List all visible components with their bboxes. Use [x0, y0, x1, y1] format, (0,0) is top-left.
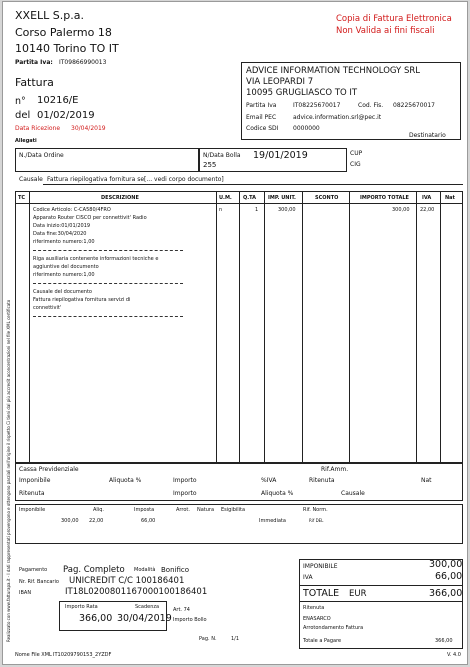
col-divider — [264, 191, 265, 463]
riep-aliq: 22,00 — [89, 518, 104, 524]
pag-value: 1/1 — [231, 636, 240, 642]
scadenza-value: 30/04/2019 — [117, 613, 172, 624]
desc-line: Fattura riepilogativa fornitura servizi di — [33, 297, 131, 303]
pagamento-label: Pagamento — [19, 567, 48, 573]
bollo-label: Importo Bollo — [173, 617, 207, 623]
side-disclaimer: Realizzato con www.fatturapa.it - I dati rappresentati provengono e ottengono parziali nell'origine il rispetto Ci tieni dal più accredit aconcentrazioni nel file XML certificato — [6, 299, 11, 642]
col-divider — [349, 191, 350, 463]
recipient-pec-label: Email PEC — [246, 114, 277, 121]
doc-number: 10216/E — [37, 95, 79, 106]
riep-imponibile-label: Imponibile — [19, 507, 46, 513]
header-importo-totale: IMPORTO TOTALE — [360, 195, 409, 201]
row-um: n — [219, 207, 223, 213]
desc-line: Data inizio:01/01/2019 — [33, 223, 91, 229]
totals-iva: 66,00 — [435, 571, 463, 582]
totals-arrot-label: Arrotondamento Fattura — [303, 625, 364, 631]
recipient-name: ADVICE INFORMATION TECHNOLOGY SRL — [246, 66, 420, 76]
totals-rule — [299, 585, 463, 586]
modalita-value: Bonifico — [161, 566, 190, 574]
cassa-aliquota2: Aliquota % — [261, 490, 294, 497]
rata-value: 366,00 — [79, 613, 113, 624]
totals-currency: EUR — [349, 589, 367, 599]
desc-line: Causale del documento — [33, 289, 92, 295]
cassa-ritenuta: Ritenuta — [309, 477, 335, 484]
recipient-city: 10095 GRUGLIASCO TO IT — [246, 88, 358, 98]
totals-totale: 366,00 — [429, 588, 463, 599]
cassa-title: Cassa Previdenziale — [19, 466, 79, 473]
recipient-address: VIA LEOPARDI 7 — [246, 77, 314, 87]
riep-imposta-label: Imposta — [134, 507, 155, 513]
riep-imponibile: 300,00 — [61, 518, 79, 524]
header-qta: Q.TA — [243, 195, 257, 201]
riep-imposta: 66,00 — [141, 518, 156, 524]
cup-label: CUP — [350, 150, 363, 157]
art74-label: Art. 74 — [173, 607, 190, 613]
recipient-sdi-label: Codice SDI — [246, 125, 279, 132]
causale-text: Fattura riepilogativa fornitura se[... vedi corpo documento] — [47, 176, 224, 183]
riep-rif-label: Rif. Norm. — [303, 507, 328, 513]
col-divider — [440, 191, 441, 463]
causale-underline — [43, 184, 463, 185]
issuer-city: 10140 Torino TO IT — [15, 42, 119, 55]
header-iva: IVA — [422, 195, 432, 201]
doc-date: 01/02/2019 — [37, 110, 95, 121]
recipient-piva: IT08225670017 — [293, 102, 341, 109]
cassa-causale: Causale — [341, 490, 365, 497]
doc-date-label: del — [15, 110, 31, 121]
header-tc: TC — [18, 195, 26, 201]
desc-line: riferimento numero:1,00 — [33, 272, 95, 278]
iban-label: IBAN — [19, 590, 32, 596]
ordine-label: N./Data Ordine — [19, 152, 64, 159]
separator — [33, 250, 183, 251]
issuer-name: XXELL S.p.a. — [15, 9, 84, 22]
totals-imponibile: 300,00 — [429, 559, 463, 570]
recipient-dest-label: Destinatario — [409, 132, 446, 139]
recipient-pec: advice.information.srl@pec.it — [293, 114, 382, 121]
doc-type: Fattura — [15, 76, 54, 89]
bolla-number: 255 — [203, 161, 217, 169]
cassa-ritenuta2: Ritenuta — [19, 490, 45, 497]
col-divider — [239, 191, 240, 463]
desc-line: Data fine:30/04/2020 — [33, 231, 87, 237]
riep-arrot-label: Arrot. — [176, 507, 190, 513]
header-sconto: SCONTO — [315, 195, 339, 201]
pag-label: Pag. N. — [199, 636, 217, 642]
recipient-cf: 08225670017 — [393, 102, 435, 109]
totals-rule — [299, 601, 463, 602]
desc-line: connettivit' — [33, 305, 62, 311]
bolla-label: N/Data Bolla — [203, 152, 241, 159]
banca-label: Nr. Rif. Bancario — [19, 579, 59, 585]
totals-pagare-label: Totale a Pagare — [303, 638, 342, 644]
header-descrizione: DESCRIZIONE — [101, 195, 139, 201]
col-divider — [302, 191, 303, 463]
cassa-box — [15, 463, 463, 501]
separator — [33, 283, 183, 284]
col-divider — [416, 191, 417, 463]
cassa-rif: Rif.Amm. — [321, 466, 349, 473]
riep-esig-label: Esigibilita — [221, 507, 246, 513]
row-importo-totale: 300,00 — [392, 207, 410, 213]
recipient-cf-label: Cod. Fis. — [358, 102, 384, 109]
modalita-label: Modalità — [134, 567, 156, 573]
separator — [33, 316, 183, 317]
header-imp-unit: IMP. UNIT. — [268, 195, 296, 201]
riep-rif-norm: Rif DEL — [309, 518, 324, 523]
totals-ritenuta-label: Ritenuta — [303, 605, 325, 611]
cassa-importo: Importo — [173, 477, 197, 484]
totals-enasarco-label: ENASARCO — [303, 616, 331, 622]
cig-label: CIG — [350, 161, 361, 168]
desc-line: Codice Articolo: C-CA580/4FRO — [33, 207, 111, 213]
rata-label: Importo Rata — [65, 604, 98, 610]
cassa-natura: Nat — [421, 477, 432, 484]
file-label: Nome File XML — [15, 652, 52, 658]
row-qta: 1 — [255, 207, 259, 213]
desc-line: Riga ausiliaria contenente informazioni tecniche e — [33, 256, 159, 262]
copy-notice-line2: Non Valida ai fini fiscali — [336, 26, 435, 36]
cassa-importo2: Importo — [173, 490, 197, 497]
pagamento-value: Pag. Completo — [63, 565, 125, 575]
desc-line: riferimento numero:1,00 — [33, 239, 95, 245]
scadenza-label: Scadenza — [135, 604, 160, 610]
desc-line: aggiuntive del documento — [33, 264, 99, 270]
totals-totale-label: TOTALE — [303, 588, 340, 599]
recipient-piva-label: Partita Iva — [246, 102, 277, 109]
row-iva: 22,00 — [420, 207, 435, 213]
banca-value: UNICREDIT C/C 100186401 — [69, 576, 185, 586]
allegati-label: Allegati — [15, 138, 37, 144]
totals-imponibile-label: IMPONIBILE — [303, 563, 338, 570]
receipt-label: Data Ricezione — [15, 125, 61, 132]
invoice-page — [2, 1, 468, 665]
causale-label: Causale — [19, 176, 43, 183]
iban-value: IT18L0200801167000100186401 — [65, 587, 208, 597]
issuer-piva: IT09866990013 — [59, 59, 107, 66]
copy-notice-line1: Copia di Fattura Elettronica — [336, 14, 452, 24]
totals-pagare: 366,00 — [435, 638, 453, 644]
bolla-date: 19/01/2019 — [253, 150, 308, 161]
riep-esig: Immediata — [259, 518, 286, 524]
header-nat: Nat — [445, 195, 455, 201]
file-name: IT10209790153_2YZDF — [53, 652, 112, 658]
riep-natura-label: Natura — [197, 507, 215, 513]
riep-aliq-label: Aliq. — [93, 507, 104, 513]
version: V. 4.0 — [447, 652, 461, 658]
recipient-sdi: 0000000 — [293, 125, 320, 132]
cassa-aliquota: Aliquota % — [109, 477, 142, 484]
col-divider — [216, 191, 217, 463]
col-divider — [29, 191, 30, 463]
issuer-piva-label: Partita Iva: — [15, 59, 53, 66]
receipt-date: 30/04/2019 — [71, 125, 106, 132]
doc-number-label: n° — [15, 96, 26, 107]
row-imp-unit: 300,00 — [278, 207, 296, 213]
totals-iva-label: IVA — [303, 574, 313, 581]
desc-line: Apparato Router CISCO per connettivit' Radio — [33, 215, 147, 221]
header-um: U.M. — [219, 195, 232, 201]
cassa-iva: %IVA — [261, 477, 277, 484]
issuer-address: Corso Palermo 18 — [15, 26, 112, 39]
cassa-imponibile: Imponibile — [19, 477, 51, 484]
